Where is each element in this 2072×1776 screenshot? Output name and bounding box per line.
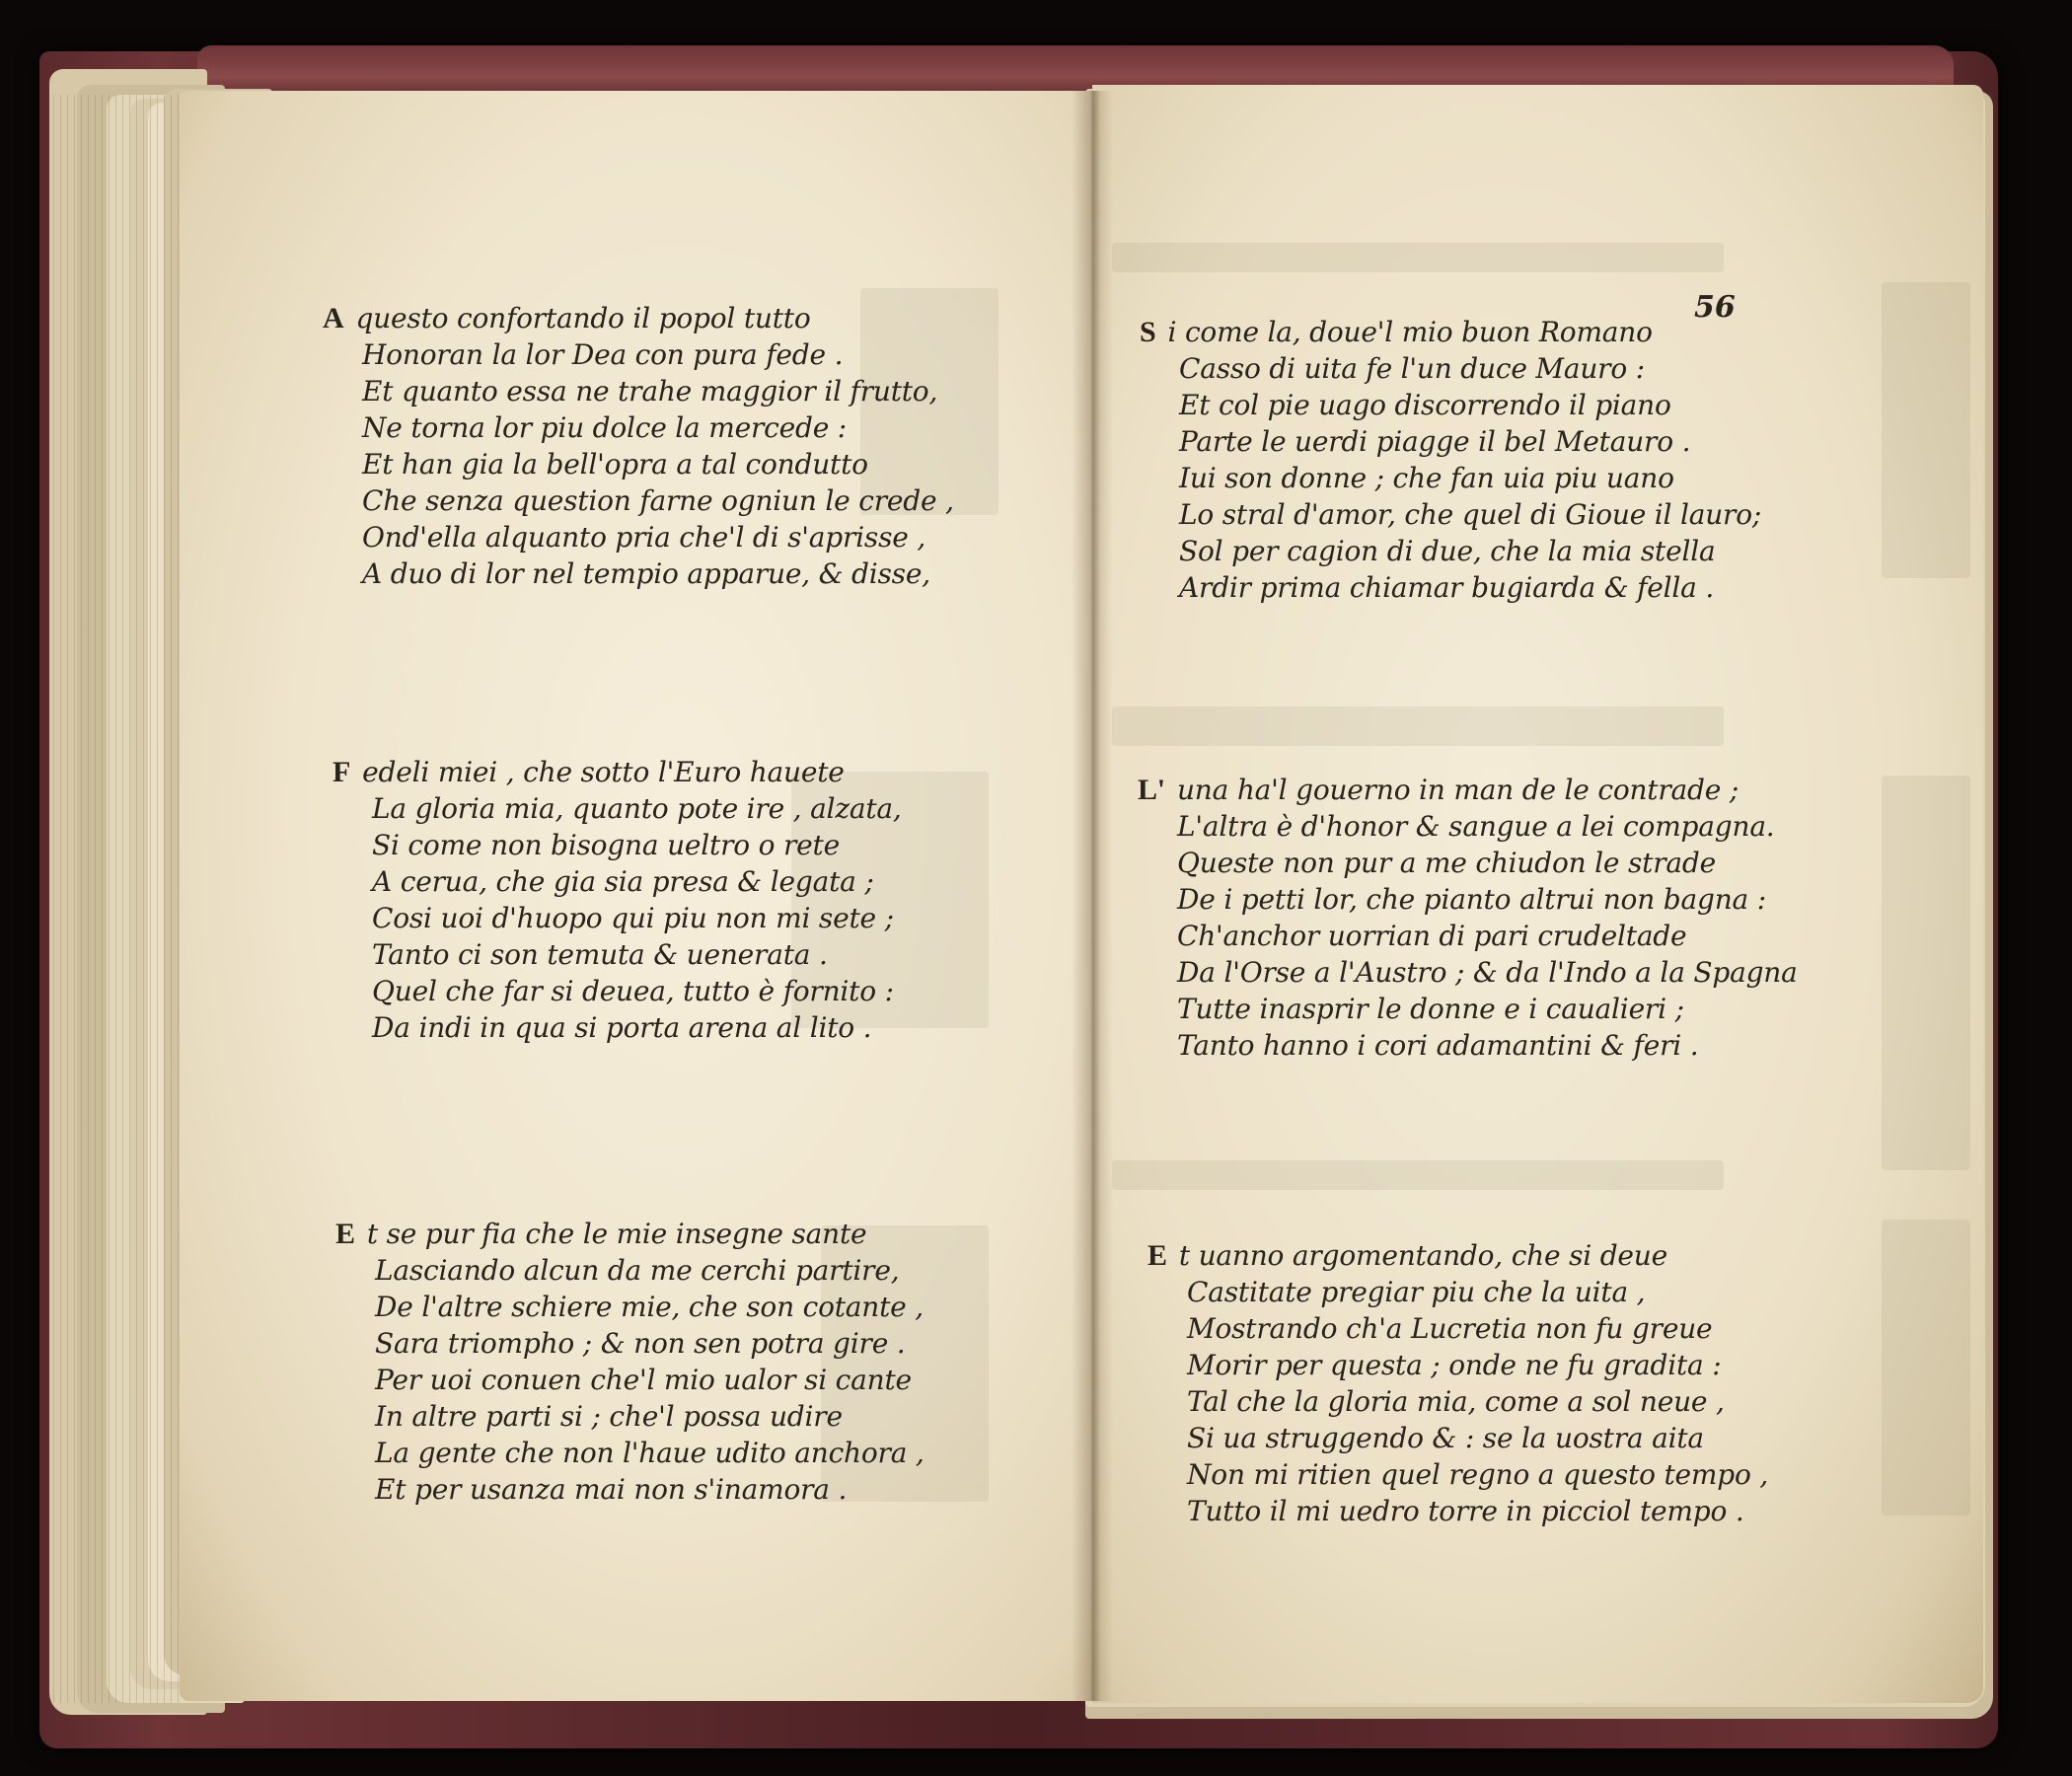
stanza-line: Lasciando alcun da me cerchi partire, xyxy=(375,1254,900,1287)
stanza-line: Morir per questa ; onde ne fu gradita : xyxy=(1187,1349,1722,1381)
stanza-line: Parte le uerdi piagge il bel Metauro . xyxy=(1179,425,1691,458)
stanza-line: Tal che la gloria mia, come a sol neue , xyxy=(1187,1385,1725,1418)
left-page xyxy=(180,91,1092,1701)
bleed-through xyxy=(1882,282,1970,578)
stanza-line xyxy=(323,300,954,336)
bleed-through xyxy=(1112,706,1724,746)
stanza-line: Per uoi conuen che'l mio ualor si cante xyxy=(375,1364,912,1396)
line-text: questo confortando il popol tutto xyxy=(355,302,811,334)
stanza-line: Casso di uita fe l'un duce Mauro : xyxy=(1179,352,1645,385)
stanza-line: Che senza question farne ogniun le crede , xyxy=(362,484,954,517)
bleed-through xyxy=(1882,776,1970,1170)
stanza-line: Sol per cagion di due, che la mia stella xyxy=(1179,535,1716,567)
bleed-through xyxy=(1112,243,1724,272)
stanza-initial: E xyxy=(335,1218,355,1250)
stanza-1 xyxy=(1140,314,1761,606)
stanza-line: Honoran la lor Dea con pura fede . xyxy=(362,338,844,371)
stanza-line: Sara triompho ; & non sen potra gire . xyxy=(375,1327,906,1360)
stanza-line xyxy=(1140,314,1761,350)
stanza-line xyxy=(333,754,902,790)
stanza-line: Tutto il mi uedro torre in picciol tempo . xyxy=(1187,1495,1744,1527)
stanza-line: Si ua struggendo & : se la uostra aita xyxy=(1187,1422,1704,1454)
stanza-line: Castitate pregiar piu che la uita , xyxy=(1187,1276,1646,1308)
stanza-line: De i petti lor, che pianto altrui non bagna : xyxy=(1177,883,1766,916)
stanza-initial: A xyxy=(323,302,344,334)
line-text: edeli miei , che sotto l'Euro hauete xyxy=(362,756,845,788)
page-edges-texture xyxy=(53,95,182,1703)
stanza-line: Tutte inasprir le donne e i caualieri ; xyxy=(1177,993,1684,1025)
stanza-line: De l'altre schiere mie, che son cotante , xyxy=(375,1291,924,1323)
bleed-through xyxy=(1882,1220,1970,1516)
stanza-initial: L' xyxy=(1138,774,1165,806)
line-text: una ha'l gouerno in man de le contrade ; xyxy=(1176,774,1739,806)
book-gutter xyxy=(1072,91,1113,1701)
stanza-line: Et quanto essa ne trahe maggior il frutto, xyxy=(362,375,938,407)
page-number: 56 xyxy=(1694,290,1736,325)
stanza-line: Tanto ci son temuta & uenerata . xyxy=(372,938,828,971)
stanza-line: A cerua, che gia sia presa & legata ; xyxy=(372,865,874,898)
stanza-line: Queste non pur a me chiudon le strade xyxy=(1177,847,1716,879)
line-text: t uanno argomentando, che si deue xyxy=(1178,1239,1667,1272)
stanza-line: In altre parti si ; che'l possa udire xyxy=(375,1400,843,1433)
stanza-line: La gloria mia, quanto pote ire , alzata, xyxy=(372,792,902,825)
stanza-line: Tanto hanno i cori adamantini & feri . xyxy=(1177,1029,1699,1062)
stanza-initial: E xyxy=(1147,1239,1167,1272)
stanza-line: A duo di lor nel tempio apparue, & disse, xyxy=(362,557,930,590)
stanza-line xyxy=(1147,1237,1768,1274)
stanza-line xyxy=(335,1216,925,1252)
stanza-line: L'altra è d'honor & sangue a lei compagna. xyxy=(1177,810,1775,843)
stanza-line: Et han gia la bell'opra a tal condutto xyxy=(362,448,868,481)
stanza-2 xyxy=(333,754,902,1046)
stanza-line: Si come non bisogna ueltro o rete xyxy=(372,829,840,861)
stanza-initial: S xyxy=(1140,316,1156,348)
stanza-line: Et col pie uago discorrendo il piano xyxy=(1179,389,1671,421)
line-text: t se pur fia che le mie insegne sante xyxy=(366,1218,867,1250)
stanza-line: Et per usanza mai non s'inamora . xyxy=(375,1473,848,1506)
stanza-line: Ond'ella alquanto pria che'l di s'aprisse , xyxy=(362,521,926,554)
line-text: i come la, doue'l mio buon Romano xyxy=(1167,316,1653,348)
stanza-line: Lo stral d'amor, che quel di Gioue il lauro; xyxy=(1179,498,1762,531)
stanza-line: Mostrando ch'a Lucretia non fu greue xyxy=(1187,1312,1713,1345)
stanza-line: Iui son donne ; che fan uia piu uano xyxy=(1179,462,1674,494)
stanza-line: Da indi in qua si porta arena al lito . xyxy=(372,1011,872,1044)
stanza-line: Ne torna lor piu dolce la mercede : xyxy=(362,411,848,444)
stanza-3 xyxy=(1147,1237,1768,1529)
stanza-line: Ardir prima chiamar bugiarda & fella . xyxy=(1179,571,1715,604)
stanza-line: La gente che non l'haue udito anchora , xyxy=(375,1437,925,1469)
stanza-line: Quel che far si deuea, tutto è fornito : xyxy=(372,975,894,1007)
stanza-line xyxy=(1138,772,1798,808)
stanza-3 xyxy=(335,1216,925,1508)
stanza-1 xyxy=(323,300,954,592)
right-page xyxy=(1092,85,1983,1703)
stanza-initial: F xyxy=(333,756,351,788)
stanza-line: Ch'anchor uorrian di pari crudeltade xyxy=(1177,920,1687,952)
stanza-2 xyxy=(1138,772,1798,1064)
stanza-line: Da l'Orse a l'Austro ; & da l'Indo a la Spagna xyxy=(1177,956,1798,989)
bleed-through xyxy=(1112,1160,1724,1190)
stanza-line: Non mi ritien quel regno a questo tempo , xyxy=(1187,1458,1769,1491)
stanza-line: Cosi uoi d'huopo qui piu non mi sete ; xyxy=(372,902,894,934)
